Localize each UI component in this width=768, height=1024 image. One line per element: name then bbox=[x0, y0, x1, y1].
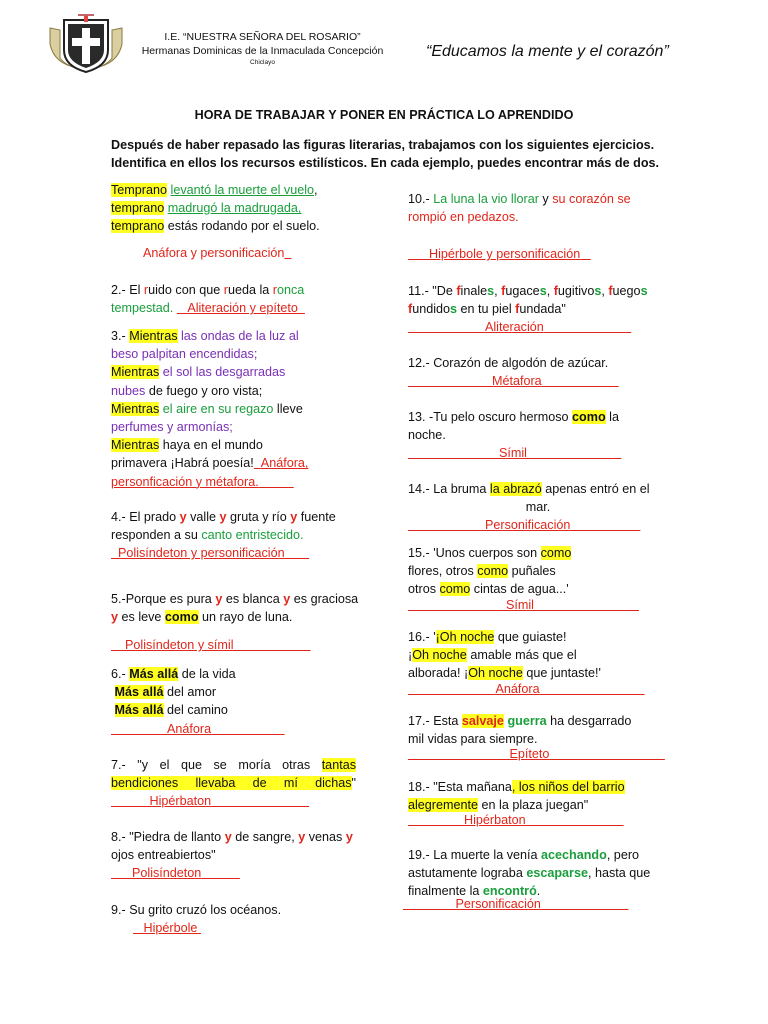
exercise-11: 11.- "De finales, fugaces, fugitivos, fuegos fundidos en tu piel fundada" Aliteración bbox=[408, 284, 648, 335]
text: , bbox=[314, 183, 318, 197]
text: estás rodando por el suelo. bbox=[164, 219, 320, 234]
exercise-13-answer: Símil bbox=[498, 446, 527, 461]
exercise-2: 2.- El ruido con que rueda la ronca tempestad. Aliteración y epíteto bbox=[111, 283, 305, 316]
exercise-7: 7.- "y el que se moría otras tantas bendiciones llevaba de mí dichas" Hipérbaton bbox=[111, 758, 356, 809]
exercise-1-answer: Anáfora y personificación bbox=[143, 246, 285, 260]
exercise-14-answer: Personificación bbox=[484, 518, 571, 533]
exercise-18-answer: Hipérbaton bbox=[463, 813, 526, 828]
exercise-12: 12.- Corazón de algodón de azúcar. Métafora bbox=[408, 356, 609, 389]
exercise-6-answer: Anáfora bbox=[166, 721, 212, 736]
exercise-18: 18.- "Esta mañana, los niños del barrio alegremente en la plaza juegan" Hipérbaton bbox=[408, 780, 625, 828]
exercise-1 bbox=[111, 181, 351, 236]
exercise-8-answer: Polisíndeton bbox=[132, 866, 202, 881]
congregation-name: Hermanas Dominicas de la Inmaculada Concepción bbox=[141, 45, 384, 57]
exercise-16-answer: Anáfora bbox=[495, 681, 540, 696]
exercise-6: 6.- Más allá de la vida Más allá del amor Más allá del camino Anáfora bbox=[111, 667, 236, 736]
exercise-17-answer: Epíteto bbox=[509, 747, 550, 762]
highlight: temprano bbox=[111, 219, 165, 234]
exercise-12-answer: Métafora bbox=[491, 374, 542, 389]
instructions: Después de haber repasado las figuras literarias, trabajamos con los siguientes ejercicios. Identifica en ellos los recursos estilísticos. En cada ejemplo, puedes encontrar más de dos. bbox=[111, 138, 660, 170]
exercise-5-answer: Polisíndeton y símil bbox=[125, 638, 234, 652]
exercise-17: 17.- Esta salvaje guerra ha desgarrado mil vidas para siempre. Epíteto bbox=[408, 714, 632, 762]
exercise-9-answer: Hipérbole bbox=[143, 921, 198, 935]
highlight: Temprano bbox=[111, 183, 168, 197]
school-crest-logo bbox=[44, 14, 128, 74]
exercise-19-answer: Personificación bbox=[455, 897, 541, 911]
page-title: HORA DE TRABAJAR Y PONER EN PRÁCTICA LO APRENDIDO bbox=[194, 108, 574, 122]
motto: “Educamos la mente y el corazón” bbox=[426, 43, 669, 60]
exercise-4-answer: Polisíndeton y personificación bbox=[118, 546, 285, 561]
city-name: Chiclayo bbox=[250, 59, 275, 66]
exercise-16: 16.- '¡Oh noche que guiaste! ¡Oh noche amable más que el alborada! ¡Oh noche que juntaste!' Anáfora bbox=[408, 630, 601, 696]
exercise-8: 8.- "Piedra de llanto y de sangre, y venas y ojos entreabiertos" Polisíndeton bbox=[111, 830, 353, 881]
highlight: temprano bbox=[111, 201, 165, 216]
exercise-2-answer: Aliteración y epíteto bbox=[187, 301, 298, 316]
school-name: I.E. “NUESTRA SEÑORA DEL ROSARIO” bbox=[164, 31, 361, 43]
exercise-4: 4.- El prado y valle y gruta y río y fuente responden a su canto entristecido. Polisíndeton y personificación bbox=[111, 510, 336, 561]
school-info bbox=[120, 30, 405, 68]
exercise-7-answer: Hipérbaton bbox=[149, 794, 212, 809]
exercise-14: 14.- La bruma la abrazó apenas entró en el mar. Personificación bbox=[408, 482, 650, 533]
exercise-9: 9.- Su grito cruzó los océanos. bbox=[111, 903, 282, 917]
exercise-3: 3.- Mientras las ondas de la luz al beso palpitan encendidas; Mientras el sol las desgarradas nubes de fuego y oro vista; Mientras el aire en su regazo lleve perfumes y armonías; Mientras haya en el mundo primavera ¡Habrá poesía! Anáfora, personficación y métafora. bbox=[111, 329, 309, 489]
exercise-10-answer: Hipérbole y personificación bbox=[429, 247, 581, 261]
exercise-15-answer: Símil bbox=[505, 597, 534, 612]
exercise-5: 5.-Porque es pura y es blanca y es graciosa y es leve como un rayo de luna. bbox=[111, 592, 359, 625]
exercise-10: 10.- La luna la vio llorar y su corazón se rompió en pedazos. bbox=[408, 192, 631, 225]
exercise-19: 19.- La muerte la venía acechando, pero astutamente lograba escaparse, hasta que finalmente la encontró. bbox=[408, 848, 651, 899]
exercise-13: 13. -Tu pelo oscuro hermoso como la noche. Símil bbox=[408, 410, 619, 461]
exercise-15: 15.- 'Unos cuerpos son como flores, otros como puñales otros como cintas de agua...' Símil bbox=[408, 546, 572, 612]
exercise-3-answer: Anáfora, bbox=[260, 456, 309, 471]
text-green: madrugó la madrugada, bbox=[167, 201, 302, 216]
exercise-11-answer: Aliteración bbox=[484, 320, 544, 335]
exercise-3-answer-2: personficación y métafora. bbox=[111, 474, 259, 489]
text-green: levantó la muerte el vuelo bbox=[170, 183, 315, 197]
